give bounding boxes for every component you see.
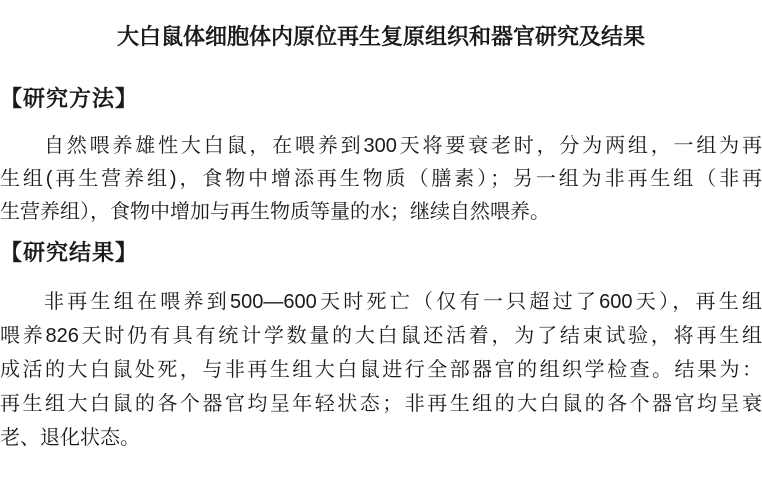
paragraph-line: 喂养826天时仍有具有统计学数量的大白鼠还活着，为了结束试验，将再生组 (0, 324, 762, 347)
document-title: 大白鼠体细胞体内原位再生复原组织和器官研究及结果 (116, 24, 645, 49)
paragraph-line: 生组(再生营养组)，食物中增添再生物质（膳素）；另一组为非再生组（非再 (0, 168, 762, 191)
paragraph-research-results (0, 285, 762, 455)
document-page (0, 22, 762, 477)
paragraph-line: 自然喂养雄性大白鼠，在喂养到300天将要衰老时，分为两组，一组为再 (44, 135, 762, 158)
paragraph-line: 成活的大白鼠处死，与非再生组大白鼠进行全部器官的组织学检查。结果为： (0, 358, 762, 381)
paragraph-line: 非再生组在喂养到500—600天时死亡（仅有一只超过了600天），再生组 (44, 290, 762, 313)
paragraph-line: 再生组大白鼠的各个器官均呈年轻状态；非再生组的大白鼠的各个器官均呈衰 (0, 392, 762, 415)
section-heading-research-results: 【研究结果】 (0, 240, 139, 266)
paragraph-research-methods (0, 130, 762, 229)
paragraph-line: 老、退化状态。 (0, 426, 140, 449)
paragraph-line: 生营养组），食物中增加与再生物质等量的水；继续自然喂养。 (0, 201, 550, 224)
section-heading-research-methods: 【研究方法】 (0, 86, 139, 111)
